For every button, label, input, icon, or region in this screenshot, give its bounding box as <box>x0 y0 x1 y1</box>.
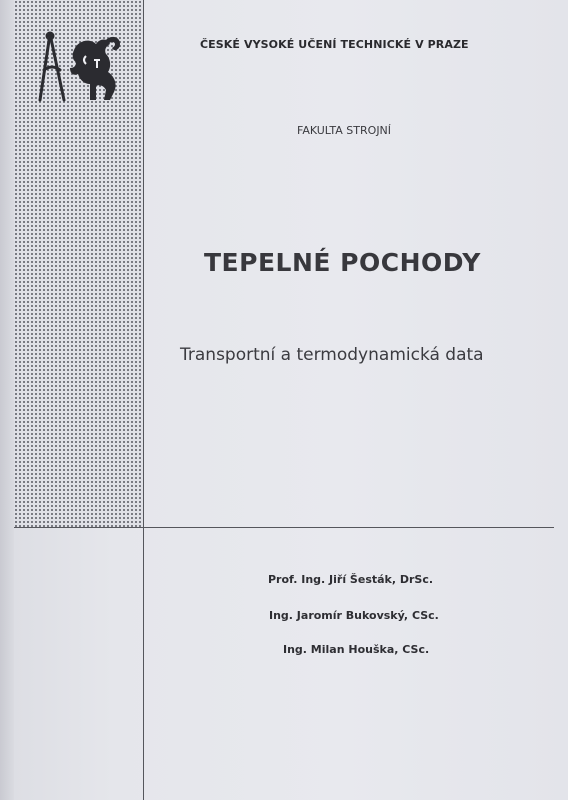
author-name: Ing. Jaromír Bukovský, CSc. <box>269 609 439 622</box>
document-subtitle: Transportní a termodynamická data <box>180 345 484 365</box>
faculty-name: FAKULTA STROJNÍ <box>297 124 392 137</box>
ctu-logo-icon <box>34 30 124 104</box>
author-name: Ing. Milan Houška, CSc. <box>283 643 430 656</box>
document-title: TEPELNÉ POCHODY <box>204 248 481 277</box>
university-name: ČESKÉ VYSOKÉ UČENÍ TECHNICKÉ V PRAZE <box>200 38 469 51</box>
vertical-rule <box>143 0 144 800</box>
author-name: Prof. Ing. Jiří Šesták, DrSc. <box>268 573 434 586</box>
horizontal-rule <box>14 527 554 528</box>
binding-edge <box>0 0 14 800</box>
